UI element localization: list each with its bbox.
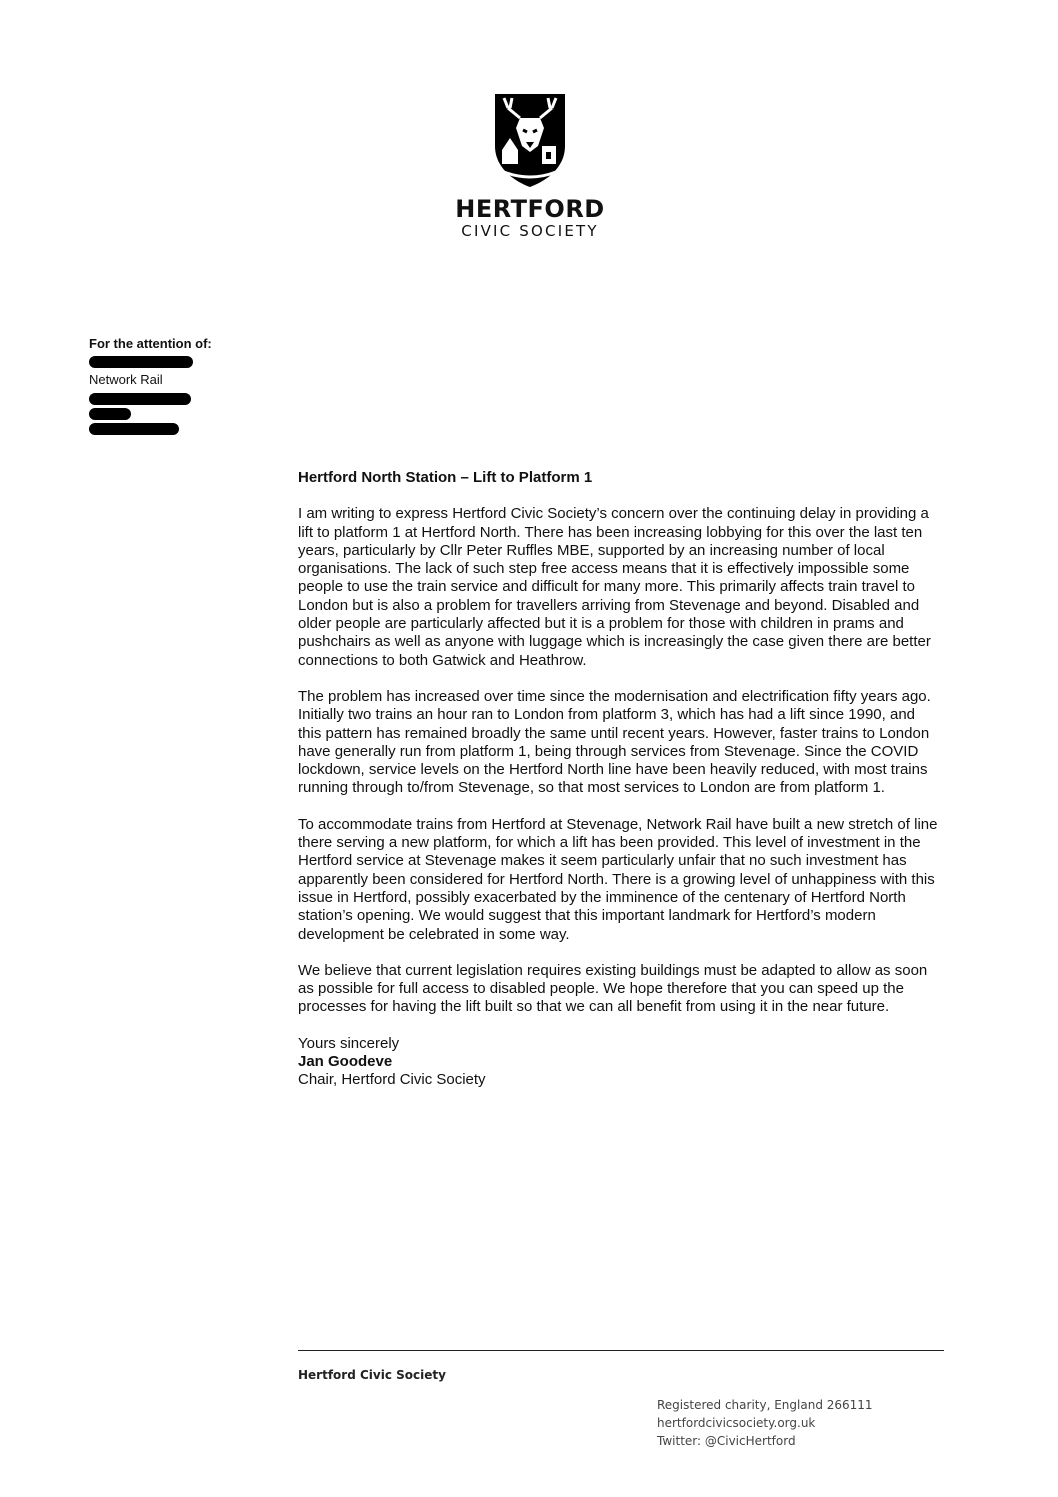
footer-charity-number: Registered charity, England 266111 — [657, 1398, 873, 1412]
stag-shield-icon — [490, 88, 570, 188]
letter-paragraph: We believe that current legislation requires existing buildings must be adapted to allow as soon as possible for full access to disabled people. We hope therefore that you can speed up the processes for having the lift built so that we can all benefit from using it in the near future. — [298, 961, 928, 1016]
logo-subtitle: CIVIC SOCIETY — [461, 222, 599, 240]
letter-paragraph: I am writing to express Hertford Civic Society’s concern over the continuing delay in providing a lift to platform 1 at Hertford North. There has been increasing lobbying for this over the last ten years, particularly by Cllr Peter Ruffles MBE, supported by an increasing number of local organisations. The lack of such step free access means that it is effectively impossible some people to use the train service and difficult for many more. This primarily affects train travel to London but is also a problem for travellers arriving from Stevenage and beyond. Disabled and older people are particularly affected but it is a problem for those with children in prams and pushchairs as well as anyone with luggage which is increasingly the case given there are better connections to both Gatwick and Heathrow. — [298, 505, 931, 669]
redacted-address-line — [89, 408, 131, 420]
signatory-name: Jan Goodeve — [298, 1053, 393, 1071]
closing-salutation: Yours sincerely — [298, 1034, 400, 1052]
footer-details — [657, 1396, 873, 1450]
logo-name: HERTFORD — [455, 195, 605, 223]
redacted-name — [89, 356, 193, 368]
society-logo — [452, 88, 608, 240]
signatory-title: Chair, Hertford Civic Society — [298, 1071, 486, 1089]
footer-website: hertfordcivicsociety.org.uk — [657, 1416, 816, 1430]
letter-paragraph: The problem has increased over time since the modernisation and electrification fifty years ago. Initially two trains an hour ran to London from platform 3, which has had a lift since 1990, and this pattern has remained broadly the same until recent years. However, faster trains to London have generally run from platform 1, being through services from Stevenage. Since the COVID lockdown, service levels on the Hertford North line have been heavily reduced, with most trains running through to/from Stevenage, so that most services to London are from platform 1. — [298, 687, 931, 797]
attention-label: For the attention of: — [89, 336, 212, 351]
footer-divider — [298, 1350, 944, 1351]
redacted-address-line — [89, 423, 179, 435]
footer-organisation: Hertford Civic Society — [298, 1368, 446, 1382]
redacted-address-line — [89, 393, 191, 405]
letter-subject: Hertford North Station – Lift to Platform 1 — [298, 469, 593, 486]
letter-body — [298, 469, 938, 1090]
attention-organisation: Network Rail — [89, 372, 163, 387]
footer-twitter: Twitter: @CivicHertford — [657, 1434, 796, 1448]
attention-block — [89, 335, 212, 438]
letter-paragraph: To accommodate trains from Hertford at Stevenage, Network Rail have built a new stretch of line there serving a new platform, for which a lift has been provided. This level of investment in the Hertford service at Stevenage makes it seem particularly unfair that no such investment has apparently been considered for Hertford North. There is a growing level of unhappiness with this issue in Hertford, possibly exacerbated by the imminence of the centenary of Hertford North station’s opening. We would suggest that this important landmark for Hertford’s modern development be celebrated in some way. — [298, 815, 938, 943]
